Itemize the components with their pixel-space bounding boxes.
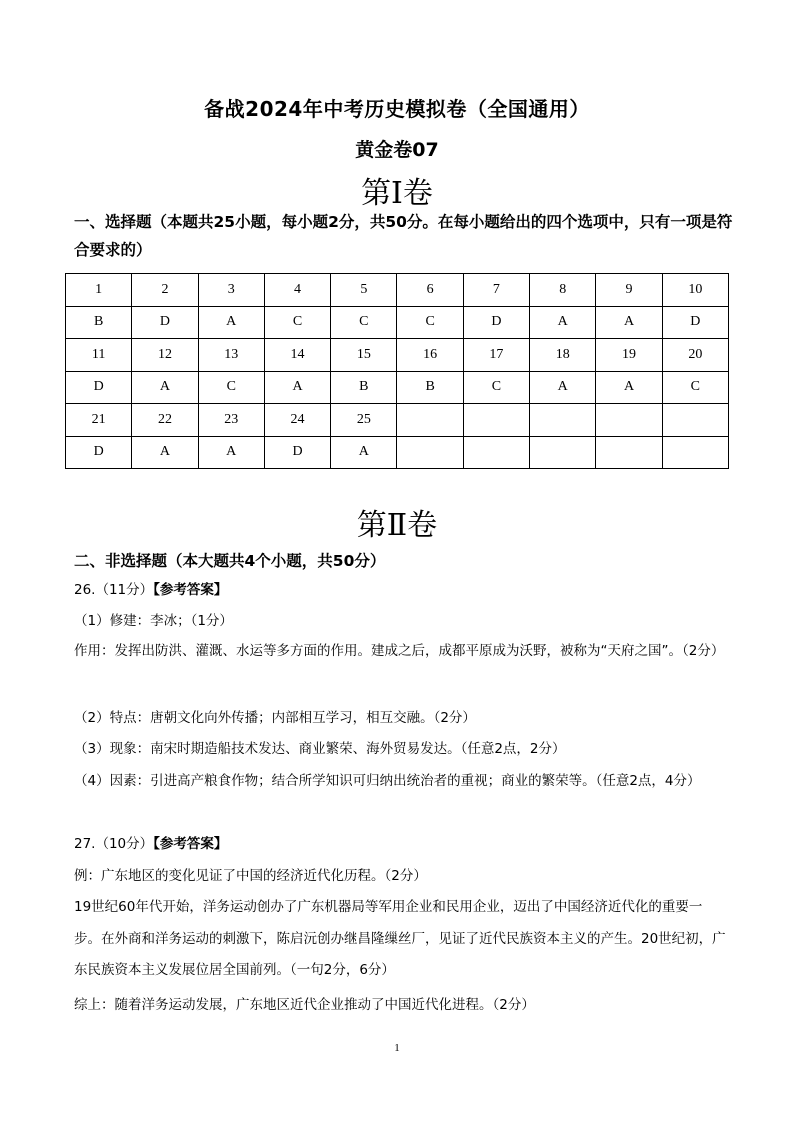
q27-reference-label: 【参考答案】 xyxy=(153,836,228,852)
answer-table-cell: D xyxy=(463,306,529,339)
answer-table-row xyxy=(66,404,729,437)
answer-table-cell: 8 xyxy=(530,274,596,307)
answer-table-cell: 2 xyxy=(132,274,198,307)
answer-table-cell: A xyxy=(530,306,596,339)
answer-table-cell: 20 xyxy=(662,339,728,372)
answer-table-cell xyxy=(463,404,529,437)
answer-table-cell: 25 xyxy=(331,404,397,437)
answer-table-cell: A xyxy=(198,306,264,339)
answer-table-cell: 11 xyxy=(66,339,132,372)
answer-table-cell: 4 xyxy=(264,274,330,307)
answer-table-cell xyxy=(397,404,463,437)
volume-2-label: 第Ⅱ卷 xyxy=(356,508,438,543)
answer-table-cell: 7 xyxy=(463,274,529,307)
answer-table-cell: A xyxy=(264,371,330,404)
answer-table-cell: B xyxy=(331,371,397,404)
answer-table-cell: C xyxy=(198,371,264,404)
answer-table-cell: C xyxy=(662,371,728,404)
answer-table-cell: 18 xyxy=(530,339,596,372)
q26-heading xyxy=(74,580,227,600)
answer-table-cell: 3 xyxy=(198,274,264,307)
answer-table-cell: 14 xyxy=(264,339,330,372)
answer-table-row xyxy=(66,371,729,404)
answer-table-cell: 22 xyxy=(132,404,198,437)
answer-table-cell: 16 xyxy=(397,339,463,372)
answer-table-cell: 10 xyxy=(662,274,728,307)
answer-table-cell: 23 xyxy=(198,404,264,437)
q27-heading xyxy=(74,834,227,854)
q26-part2: （2）特点：唐朝文化向外传播；内部相互学习，相互交融。（2分） xyxy=(74,710,476,726)
answer-table-row xyxy=(66,436,729,469)
answer-table-cell: 24 xyxy=(264,404,330,437)
answer-table xyxy=(65,273,729,469)
answer-table-cell xyxy=(596,436,662,469)
q26-part1: （1）修建：李冰；（1分） xyxy=(74,613,233,629)
answer-table-cell: B xyxy=(397,371,463,404)
q27-summary: 综上：随着洋务运动发展，广东地区近代企业推动了中国近代化进程。（2分） xyxy=(74,997,535,1013)
document-title: 备战2024年中考历史模拟卷（全国通用） xyxy=(204,97,590,121)
answer-table-cell xyxy=(662,436,728,469)
section-2-heading: 二、非选择题（本大题共4个小题，共50分） xyxy=(74,552,386,570)
answer-table-cell: 21 xyxy=(66,404,132,437)
answer-table-cell: A xyxy=(596,371,662,404)
page-number: 1 xyxy=(394,1042,400,1054)
answer-table-cell xyxy=(397,436,463,469)
answer-table-cell xyxy=(530,404,596,437)
answer-table-cell: A xyxy=(132,371,198,404)
answer-table-cell: C xyxy=(331,306,397,339)
answer-table-cell: 13 xyxy=(198,339,264,372)
answer-table-cell: 15 xyxy=(331,339,397,372)
volume-1-label: 第Ⅰ卷 xyxy=(361,176,433,211)
section-1-heading: 一、选择题（本题共25小题，每小题2分，共50分。在每小题给出的四个选项中，只有一项是符合要求的） xyxy=(74,213,733,259)
answer-table-row xyxy=(66,274,729,307)
answer-table-cell: A xyxy=(596,306,662,339)
answer-table-cell: C xyxy=(463,371,529,404)
q27-body: 19世纪60年代开始，洋务运动创办了广东机器局等军用企业和民用企业，迈出了中国经济近代化的重要一步。在外商和洋务运动的刺激下，陈启沅创办继昌隆缫丝厂，见证了近代民族资本主义的产生。20世纪初，广东民族资本主义发展位居全国前列。（一句2分，6分） xyxy=(74,899,726,978)
q27-number: 27.（10分） xyxy=(74,836,154,852)
q26-number: 26.（11分） xyxy=(74,582,154,598)
answer-table-row xyxy=(66,306,729,339)
answer-table-cell: A xyxy=(198,436,264,469)
answer-table-cell: A xyxy=(530,371,596,404)
answer-table-cell: 12 xyxy=(132,339,198,372)
q26-part3: （3）现象：南宋时期造船技术发达、商业繁荣、海外贸易发达。（任意2点，2分） xyxy=(74,741,566,757)
q26-part4: （4）因素：引进高产粮食作物；结合所学知识可归纳出统治者的重视；商业的繁荣等。（任意2点，4分） xyxy=(74,773,701,789)
answer-table-cell xyxy=(530,436,596,469)
answer-table-cell xyxy=(463,436,529,469)
answer-table-cell: 19 xyxy=(596,339,662,372)
document-subtitle: 黄金卷07 xyxy=(355,139,439,161)
answer-table-cell xyxy=(596,404,662,437)
answer-table-cell xyxy=(662,404,728,437)
q26-reference-label: 【参考答案】 xyxy=(153,582,228,598)
answer-table-cell: D xyxy=(264,436,330,469)
answer-table-cell: B xyxy=(66,306,132,339)
answer-table-cell: 5 xyxy=(331,274,397,307)
answer-table-cell: C xyxy=(264,306,330,339)
answer-table-row xyxy=(66,339,729,372)
answer-table-cell: C xyxy=(397,306,463,339)
answer-table-cell: A xyxy=(331,436,397,469)
answer-table-cell: D xyxy=(66,436,132,469)
q26-effect: 作用：发挥出防洪、灌溉、水运等多方面的作用。建成之后，成都平原成为沃野，被称为“天府之国”。（2分） xyxy=(74,643,725,659)
answer-table-cell: D xyxy=(132,306,198,339)
answer-table-cell: D xyxy=(66,371,132,404)
answer-table-cell: 6 xyxy=(397,274,463,307)
q27-example: 例：广东地区的变化见证了中国的经济近代化历程。（2分） xyxy=(74,868,427,884)
answer-table-cell: 1 xyxy=(66,274,132,307)
answer-table-cell: 9 xyxy=(596,274,662,307)
answer-table-cell: D xyxy=(662,306,728,339)
answer-table-cell: 17 xyxy=(463,339,529,372)
answer-table-cell: A xyxy=(132,436,198,469)
